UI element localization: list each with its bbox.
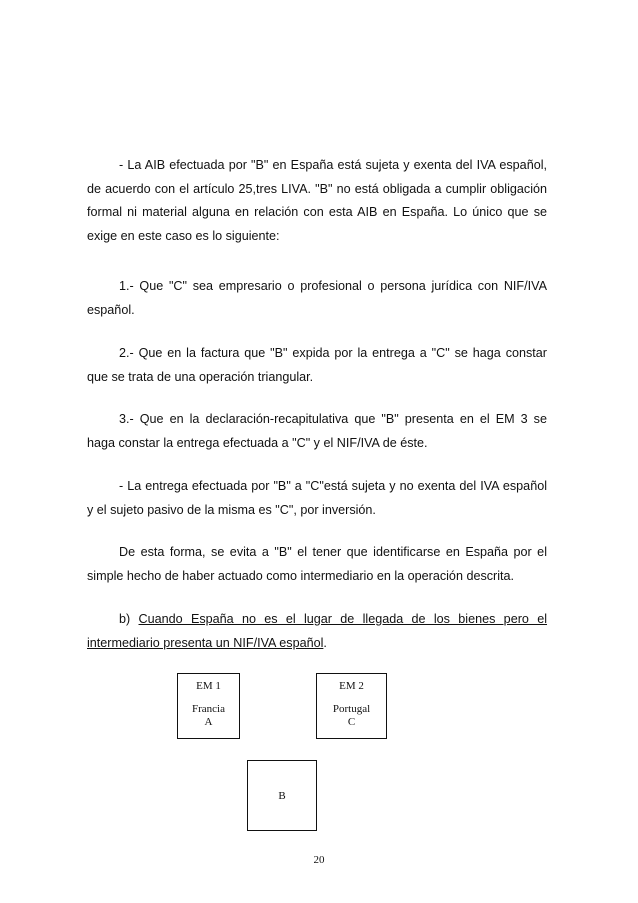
diagram-box-b	[247, 760, 317, 831]
paragraph-requirement-3: 3.- Que en la declaración-recapitulativa que "B" presenta en el EM 3 se haga constar la entrega efectuada a "C" y el NIF/IVA de éste.	[87, 412, 547, 450]
paragraph-entrega: - La entrega efectuada por "B" a "C"está sujeta y no exenta del IVA español y el sujeto pasivo de la misma es "C", por inversión.	[87, 479, 547, 517]
page-number: 20	[313, 854, 325, 866]
em1-party: A	[204, 716, 213, 728]
section-b-title: Cuando España no es el lugar de llegada de los bienes pero el intermediario presenta un NIF/IVA español	[87, 612, 548, 650]
em2-country: Portugal	[332, 703, 371, 715]
diagram-box-em2	[316, 673, 387, 739]
em2-label: EM 2	[339, 680, 364, 692]
paragraph-conclusion: De esta forma, se evita a "B" el tener que identificarse en España por el simple hecho de haber actuado como intermediario en la operación descrita.	[87, 545, 547, 583]
paragraph-requirement-2: 2.- Que en la factura que "B" expida por la entrega a "C" se haga constar que se trata de una operación triangular.	[87, 346, 547, 384]
paragraph-aib: - La AIB efectuada por "B" en España está sujeta y exenta del IVA español, de acuerdo con el artículo 25,tres LIVA. "B" no está obligada a cumplir obligación formal ni material alguna en relación con esta AIB en España. Lo único que se exige en este caso es lo siguiente:	[87, 158, 547, 243]
b-party: B	[278, 790, 286, 802]
paragraph-requirement-1: 1.- Que "C" sea empresario o profesional o persona jurídica con NIF/IVA español.	[87, 279, 547, 317]
diagram-box-em1	[177, 673, 240, 739]
em1-label: EM 1	[196, 680, 221, 692]
section-b-heading: b) Cuando España no es el lugar de llegada de los bienes pero el intermediario presenta un NIF/IVA español.	[87, 612, 548, 650]
em2-party: C	[347, 716, 356, 728]
em1-country: Francia	[192, 703, 225, 715]
